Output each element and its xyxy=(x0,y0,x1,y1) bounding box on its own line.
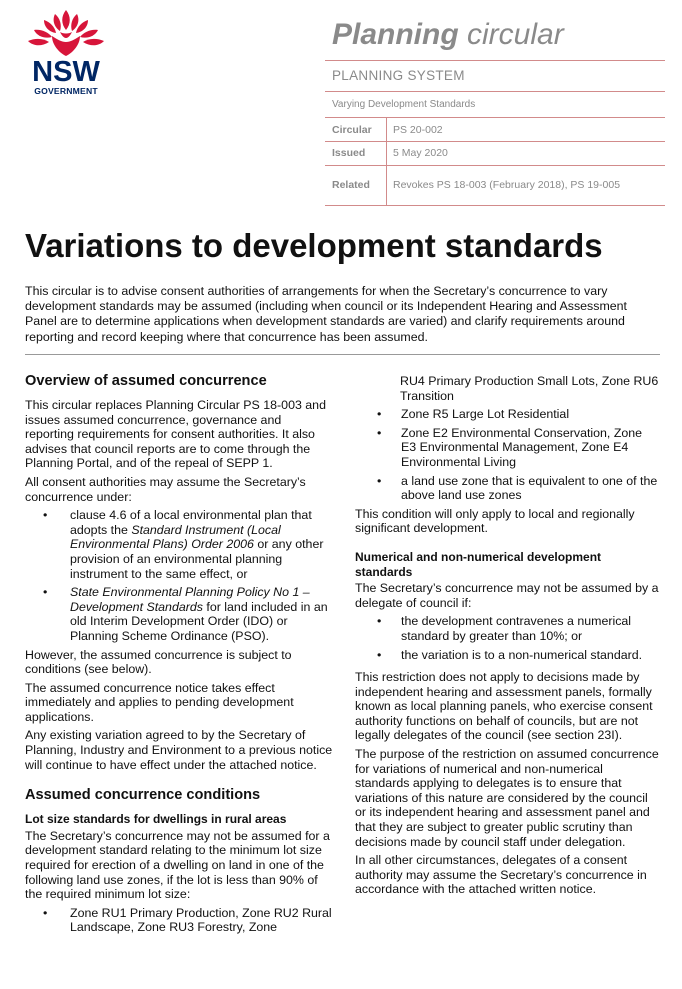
divider xyxy=(325,60,665,61)
heading-numerical: Numerical and non-numerical development standards xyxy=(355,549,602,579)
list-item: • the development contravenes a numerical standard by greater than 10%; or xyxy=(377,614,632,643)
related-value: Revokes PS 18-003 (February 2018), PS 19-005 xyxy=(393,179,621,191)
bullet-icon: • xyxy=(43,905,48,920)
list-item: • State Environmental Planning Policy No 1 – Development Standards for land included in an old Interim Development Order (IDO) or Planning Scheme Ordinance (PSO). xyxy=(43,585,328,643)
bullet-list xyxy=(25,508,333,643)
waratah-flower-icon xyxy=(22,8,110,58)
circular-value: PS 20-002 xyxy=(393,124,443,136)
related-label: Related xyxy=(332,179,370,191)
paragraph: This circular replaces Planning Circular PS 18-003 and issues assumed concurrence, governance and reporting requirements for consent authorities. It also advises that council reports are to come through the Planning Portal, and of the repeal of SEPP 1. xyxy=(25,398,326,471)
heading-conditions: Assumed concurrence conditions xyxy=(25,787,261,804)
right-column xyxy=(355,374,660,901)
bullet-list xyxy=(355,614,660,662)
subject-label: Varying Development Standards xyxy=(332,99,476,110)
list-item: • a land use zone that is equivalent to one of the above land use zones xyxy=(377,473,658,503)
section-rule xyxy=(25,354,660,355)
paragraph: All consent authorities may assume the Secretary’s concurrence under: xyxy=(25,474,306,504)
paragraph: The assumed concurrence notice takes effect immediately and applies to pending development applications. xyxy=(25,680,294,724)
list-item-continuation: RU4 Primary Production Small Lots, Zone RU6 Transition xyxy=(400,374,659,403)
paragraph: The Secretary’s concurrence may not be assumed by a delegate of council if: xyxy=(355,581,659,610)
document-type-title xyxy=(332,18,564,52)
bullet-icon: • xyxy=(377,614,382,629)
logo-subline: GOVERNMENT xyxy=(34,86,98,96)
list-item: • Zone R5 Large Lot Residential xyxy=(377,407,570,422)
logo-wordmark: NSW xyxy=(32,56,100,88)
list-item: • clause 4.6 of a local environmental plan that adopts the Standard Instrument (Local Environmental Plans) Order 2006 or any other provision of an environmental planning instrument to the same effect, or xyxy=(43,508,324,581)
list-item: • Zone E2 Environmental Conservation, Zone E3 Environmental Management, Zone E4 Environmental Living xyxy=(377,425,643,469)
bullet-list xyxy=(355,407,660,503)
title-bold: Planning xyxy=(332,18,459,51)
divider xyxy=(325,91,665,92)
paragraph: The Secretary’s concurrence may not be assumed for a development standard relating to the minimum lot size required for erection of a dwelling on land in one of the following land use zones, if the lot is less than 90% of the required minimum lot size: xyxy=(25,828,330,902)
divider xyxy=(325,117,665,118)
paragraph: This condition will only apply to local and regionally significant development. xyxy=(355,506,635,536)
divider xyxy=(325,165,665,166)
page-title: Variations to development standards xyxy=(25,227,603,264)
bullet-icon: • xyxy=(377,425,382,440)
circular-label: Circular xyxy=(332,124,372,136)
left-column xyxy=(25,372,333,939)
heading-lot-size: Lot size standards for dwellings in rural areas xyxy=(25,812,287,827)
divider xyxy=(325,205,665,206)
bullet-list xyxy=(25,906,333,935)
intro-paragraph: This circular is to advise consent authorities of arrangements for when the Secretary’s concurrence to vary development standards may be assumed (including when council or its Independent Hearing and Assessment Panel are to determine applications when development standards are varied) and clarify requirements around reporting and record keeping where that concurrence has been assumed. xyxy=(25,284,627,344)
paragraph: In all other circumstances, delegates of a consent authority may assume the Secretary’s concurrence in accordance with the attached written notice. xyxy=(355,853,647,897)
bullet-icon: • xyxy=(377,473,382,488)
planning-system-label: PLANNING SYSTEM xyxy=(332,68,465,83)
issued-value: 5 May 2020 xyxy=(393,147,448,159)
list-item: • Zone RU1 Primary Production, Zone RU2 Rural Landscape, Zone RU3 Forestry, Zone xyxy=(43,905,332,935)
meta-column-divider xyxy=(386,117,387,205)
paragraph: Any existing variation agreed to by the Secretary of Planning, Industry and Environment to a previous notice will continue to have effect under the attached notice. xyxy=(25,728,333,772)
divider xyxy=(325,141,665,142)
bullet-icon: • xyxy=(377,647,382,662)
bullet-icon: • xyxy=(377,407,382,422)
list-item: • the variation is to a non-numerical standard. xyxy=(377,647,643,662)
heading-overview: Overview of assumed concurrence xyxy=(25,373,267,389)
paragraph: However, the assumed concurrence is subject to conditions (see below). xyxy=(25,647,292,677)
paragraph: The purpose of the restriction on assumed concurrence for variations of numerical and non-numerical standards applying to delegates is to ensure that variations of this nature are considered by the council or its independent hearing and assessment panel and that they are subject to greater public scrutiny than decisions made by council staff under delegation. xyxy=(355,747,659,849)
nsw-government-logo xyxy=(22,8,110,96)
title-rest: circular xyxy=(458,18,564,51)
issued-label: Issued xyxy=(332,147,366,159)
bullet-icon: • xyxy=(43,508,48,523)
paragraph: This restriction does not apply to decisions made by independent hearing and assessment panels, formally known as local planning panels, who exercise consent authority functions on behalf of councils, but are not legally delegates of the council (see section 23I). xyxy=(355,670,653,743)
bullet-icon: • xyxy=(43,585,48,600)
